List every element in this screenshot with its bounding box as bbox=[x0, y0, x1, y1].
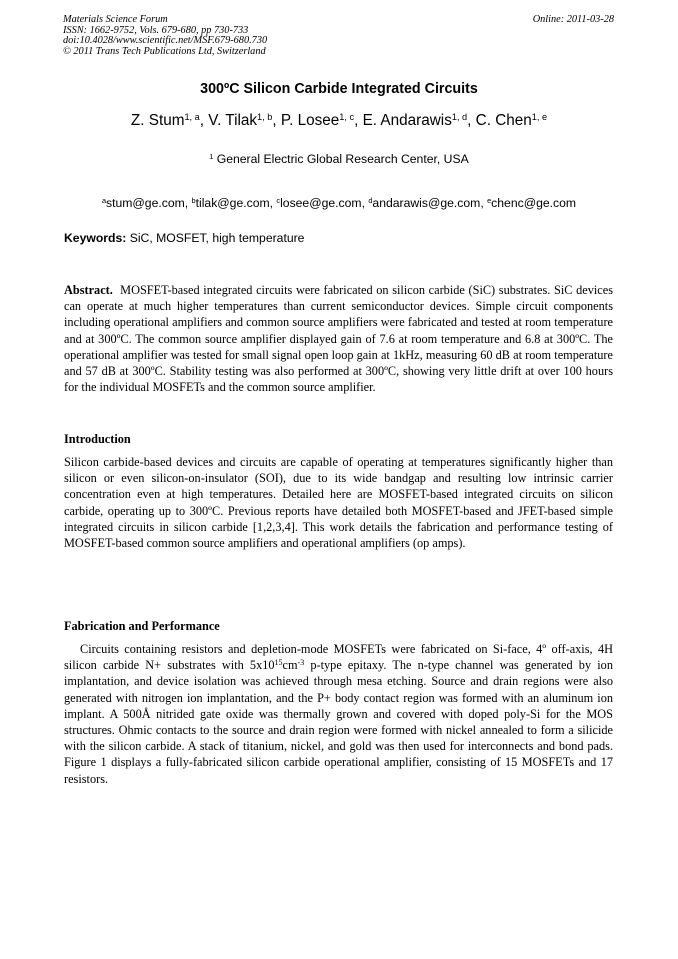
email-link[interactable]: losee@ge.com bbox=[280, 196, 362, 210]
author-name: Z. Stum bbox=[130, 112, 185, 129]
paper-title: 300ºC Silicon Carbide Integrated Circuits bbox=[200, 81, 478, 97]
fabrication-heading: Fabrication and Performance bbox=[64, 619, 220, 633]
fabrication-text-part2: p-type epitaxy. The n-type channel was generated by ion implantation, and device isolation was achieved through mesa etching. Source and drain regions were also generated with nitrogen ion implantation, and the P+ body contact region was formed with an aluminum ion implant. A 500Å nitrided gate oxide was thermally grown and covered with doped poly-Si for the MOS structures. Ohmic contacts to the source and drain region were formed with nickel annealed to form a silicide with the silicon carbide. A stack of titanium, nickel, and gold was then used for interconnects and bond pads. Figure 1 displays a fully-fabricated silicon carbide operational amplifier, consisting of 15 MOSFETs and 17 resistors. bbox=[64, 658, 613, 786]
email-list: $^a$stum@ge.com, $^b$tilak@ge.com, $^c$losee@ge.com, $^d$andarawis@ge.com, $^e$chenc@ge.com bbox=[101, 195, 577, 210]
fabrication-paragraph bbox=[64, 641, 613, 787]
fabrication-exponent: 15 bbox=[274, 658, 283, 668]
abstract-text: MOSFET-based integrated circuits were fabricated on silicon carbide (SiC) substrates. SiC devices can operate at much higher temperatures than current semiconductor devices. Simple circuit components including operational amplifiers and common source amplifiers were fabricated and tested at room temperature and at 300ºC. The common source amplifier displayed gain of 7.6 at room temperature and 6.8 at 300ºC. The operational amplifier was tested for small signal open loop gain at 1kHz, measuring 60 dB at room temperature and 57 dB at 300ºC. Stability testing was also performed at 300ºC, showing very little drift at over 100 hours for the individual MOSFETs and the common source amplifier. bbox=[64, 283, 614, 395]
introduction-heading: Introduction bbox=[64, 432, 131, 446]
affiliation-sup: 1 bbox=[209, 151, 214, 161]
affiliation-text: General Electric Global Research Center, USA bbox=[216, 152, 469, 166]
fabrication-unit: cm bbox=[282, 658, 298, 673]
email-link[interactable]: andarawis@ge.com bbox=[372, 196, 481, 210]
author-name: P. Losee bbox=[280, 112, 340, 129]
email-sup: d bbox=[368, 195, 373, 205]
author-name: V. Tilak bbox=[208, 112, 258, 129]
journal-header bbox=[63, 15, 267, 57]
copyright-line: © 2011 Trans Tech Publications Ltd, Switzerland bbox=[63, 45, 266, 57]
introduction-paragraph: Silicon carbide-based devices and circuits are capable of operating at temperatures significantly higher than silicon or even silicon-on-insulator (SOI), due to its wide bandgap and resulting low intrinsic carrier concentration even at high temperatures. Detailed here are MOSFET-based integrated circuits on silicon carbide, operating up to 300ºC. Previous reports have detailed both MOSFET-based and JFET-based simple integrated circuits in silicon carbide [1,2,3,4]. This work details the fabrication and performance testing of MOSFET-based common source amplifiers and operational amplifiers (op amps). bbox=[64, 455, 613, 551]
author-name: C. Chen bbox=[475, 112, 532, 129]
affiliation bbox=[0, 152, 678, 166]
email-sup: b bbox=[191, 195, 196, 205]
author-list: Z. Stum$^{1, a}$, V. Tilak$^{1, b}$, P. Losee$^{1, c}$, E. Andarawis$^{1, d}$, C. Chen$^{1, e}$ bbox=[130, 111, 548, 129]
email-sup: c bbox=[276, 195, 281, 205]
email-sup: a bbox=[101, 195, 107, 205]
email-link[interactable]: tilak@ge.com bbox=[195, 196, 270, 210]
email-link[interactable]: stum@ge.com bbox=[106, 196, 185, 210]
abstract-paragraph bbox=[64, 282, 613, 395]
journal-name: Materials Science Forum bbox=[63, 14, 168, 25]
fabrication-text-part1: Circuits containing resistors and depletion-mode MOSFETs were fabricated on Si-face, 4º off-axis, 4H silicon carbide N+ substrates with 5x10 bbox=[64, 642, 613, 673]
abstract-label: Abstract. bbox=[64, 283, 113, 297]
keywords-label: Keywords: bbox=[64, 231, 127, 245]
author-sup: 1, e bbox=[531, 111, 548, 122]
online-date: Online: 2011-03-28 bbox=[532, 14, 614, 25]
author-name: E. Andarawis bbox=[362, 112, 452, 129]
author-sup: 1, d bbox=[451, 111, 468, 122]
keywords-text: SiC, MOSFET, high temperature bbox=[129, 231, 305, 245]
email-sup: e bbox=[487, 195, 492, 205]
issn-line: ISSN: 1662-9752, Vols. 679-680, pp 730-733 bbox=[63, 24, 249, 36]
author-sup: 1, a bbox=[184, 111, 200, 122]
keywords bbox=[64, 231, 304, 245]
email-link[interactable]: chenc@ge.com bbox=[491, 196, 577, 210]
author-sup: 1, c bbox=[339, 111, 355, 122]
fabrication-unit-exponent: -3 bbox=[297, 658, 305, 668]
author-sup: 1, b bbox=[257, 111, 273, 122]
doi-line: doi:10.4028/www.scientific.net/MSF.679-680.730 bbox=[63, 35, 268, 47]
